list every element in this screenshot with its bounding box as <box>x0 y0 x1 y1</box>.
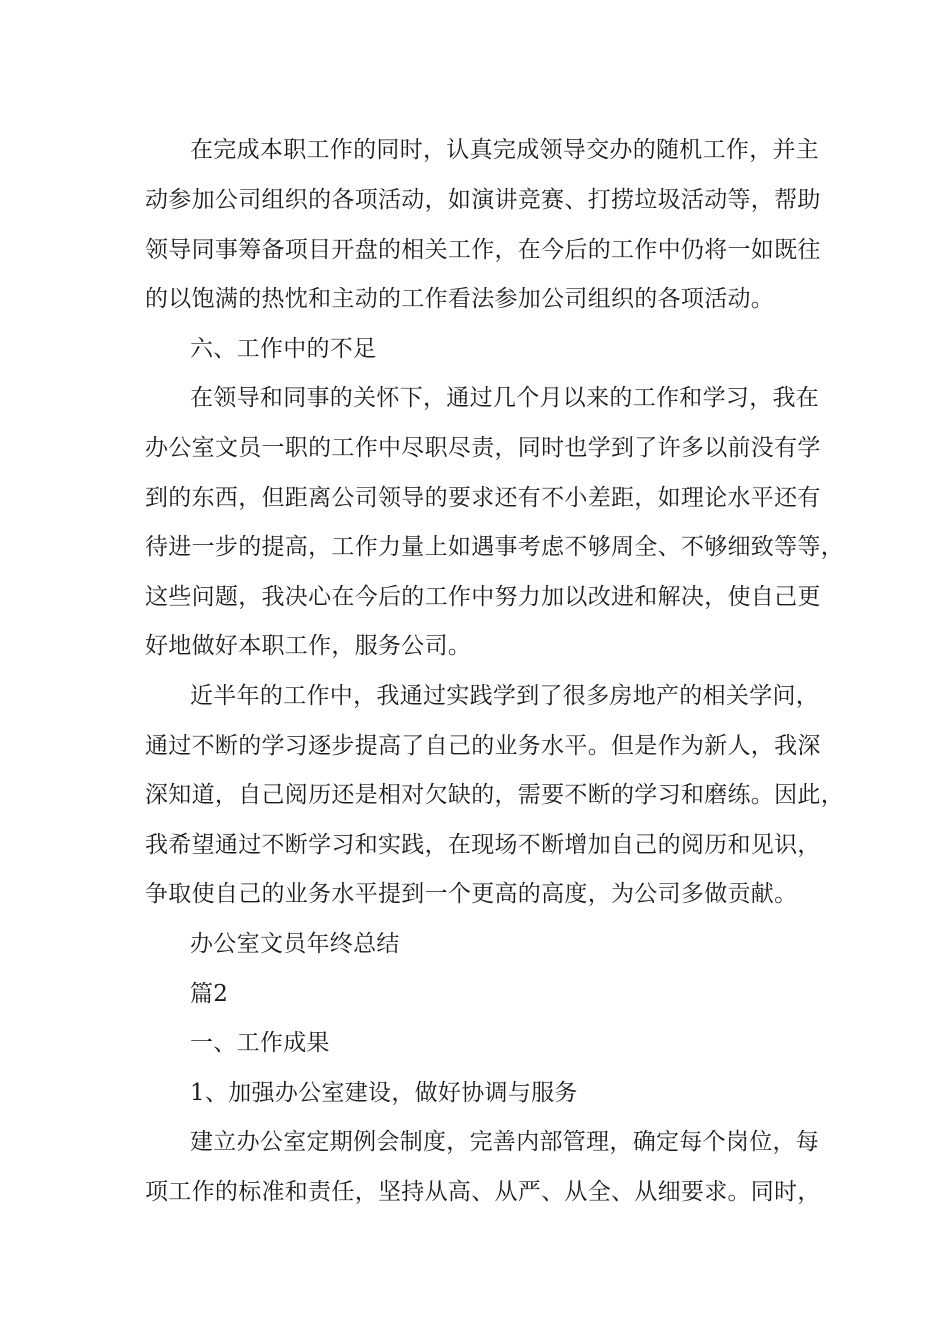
text-line: 深知道，自己阅历还是相对欠缺的，需要不断的学习和磨练。因此， <box>145 782 844 808</box>
text-line: 项工作的标准和责任，坚持从高、从严、从全、从细要求。同时， <box>145 1179 821 1205</box>
text-line: 在领导和同事的关怀下，通过几个月以来的工作和学习，我在 <box>190 385 820 411</box>
text-line: 办公室文员一职的工作中尽职尽责，同时也学到了许多以前没有学 <box>145 435 821 461</box>
part-label: 篇2 <box>190 981 229 1007</box>
subsection-heading: 1、加强办公室建设，做好协调与服务 <box>190 1080 578 1106</box>
text-line: 动参加公司组织的各项活动，如演讲竞赛、打捞垃圾活动等，帮助 <box>145 187 821 213</box>
text-line: 我希望通过不断学习和实践，在现场不断增加自己的阅历和见识， <box>145 832 821 858</box>
section-heading: 一、工作成果 <box>190 1030 330 1056</box>
text-line: 的以饱满的热忱和主动的工作看法参加公司组织的各项活动。 <box>145 286 775 312</box>
text-line: 待进一步的提高，工作力量上如遇事考虑不够周全、不够细致等等， <box>145 534 844 560</box>
text-line: 到的东西，但距离公司领导的要求还有不小差距，如理论水平还有 <box>145 485 821 511</box>
text-line: 近半年的工作中，我通过实践学到了很多房地产的相关学问， <box>190 683 820 709</box>
text-line: 好地做好本职工作，服务公司。 <box>145 633 472 659</box>
text-line: 这些问题，我决心在今后的工作中努力加以改进和解决，使自己更 <box>145 584 821 610</box>
text-line: 争取使自己的业务水平提到一个更高的高度，为公司多做贡献。 <box>145 881 798 907</box>
text-line: 通过不断的学习逐步提高了自己的业务水平。但是作为新人，我深 <box>145 733 821 759</box>
section-heading: 六、工作中的不足 <box>190 336 377 362</box>
document-title: 办公室文员年终总结 <box>190 931 400 957</box>
text-line: 在完成本职工作的同时，认真完成领导交办的随机工作，并主 <box>190 137 820 163</box>
text-line: 领导同事筹备项目开盘的相关工作，在今后的工作中仍将一如既往 <box>145 237 821 263</box>
text-line: 建立办公室定期例会制度，完善内部管理，确定每个岗位，每 <box>190 1129 820 1155</box>
